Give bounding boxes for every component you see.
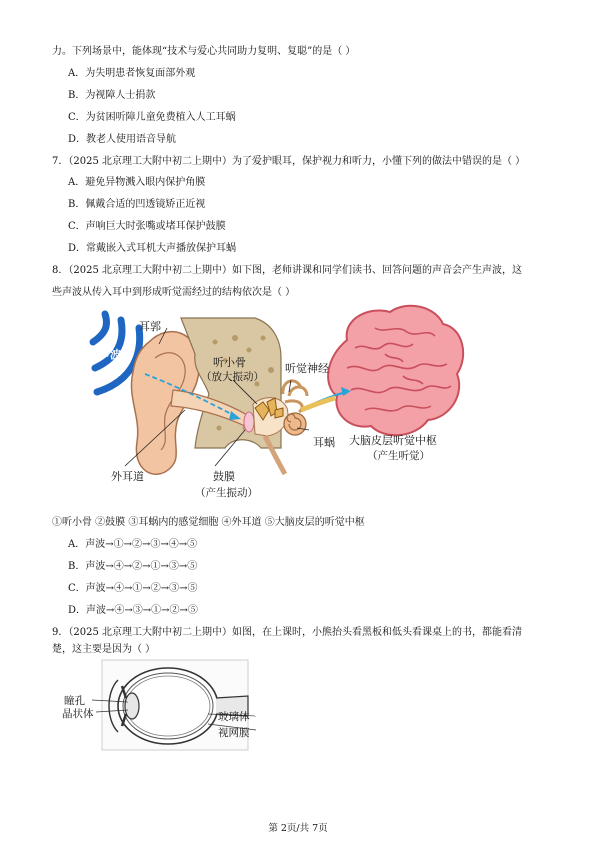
q6-option-d: D．教老人使用语音导航 bbox=[68, 134, 177, 145]
q6-option-c: C．为贫困听障儿童免费植入人工耳蜗 bbox=[68, 112, 236, 123]
lens-illustration bbox=[125, 693, 139, 719]
q9-stem-line1: 9．（2025 北京理工大附中初二上期中）如图，在上课时，小熊抬头看黑板和低头看课桌上的书，都能看清 bbox=[52, 627, 522, 638]
brain-illustration bbox=[328, 306, 463, 435]
label-eardrum-note: （产生振动） bbox=[195, 487, 258, 499]
label-vitreous: 玻璃体 bbox=[218, 711, 250, 723]
q7-stem: 7．（2025 北京理工大附中初二上期中）为了爱护眼耳，保护视力和听力，小懂下列的做法中错误的是（ ） bbox=[52, 156, 526, 167]
eardrum-illustration bbox=[244, 412, 254, 432]
label-ear-canal: 外耳道 bbox=[111, 470, 144, 483]
q8-items: ①听小骨 ②鼓膜 ③耳蜗内的感觉细胞 ④外耳道 ⑤大脑皮层的听觉中枢 bbox=[52, 517, 365, 528]
q8-stem-line1: 8．（2025 北京理工大附中初二上期中）如下图，老师讲课和同学们读书、回答问题的声音会产生声波，这 bbox=[52, 265, 522, 276]
page-footer: 第 2页/共 7页 bbox=[268, 823, 328, 834]
label-retina: 视网膜 bbox=[218, 727, 250, 739]
q8-stem-line2: 些声波从传入耳中到形成听觉需经过的结构依次是（ ） bbox=[52, 287, 296, 298]
label-cortex: 大脑皮层听觉中枢 bbox=[349, 434, 437, 447]
q8-option-c: C．声波→④→①→②→③→⑤ bbox=[68, 583, 198, 594]
q8-option-d: D．声波→④→③→①→②→⑤ bbox=[68, 605, 198, 616]
q7-option-d: D．常戴嵌入式耳机大声播放保护耳蜗 bbox=[68, 243, 237, 254]
label-cortex-note: （产生听觉） bbox=[367, 450, 430, 462]
eye-diagram bbox=[58, 658, 258, 754]
label-sound-wave: 声波 bbox=[99, 348, 121, 361]
label-ossicles-note: （放大振动） bbox=[201, 371, 264, 383]
ear-diagram bbox=[85, 298, 470, 508]
label-auditory-nerve: 听觉神经 bbox=[285, 362, 329, 375]
q7-option-b: B．佩戴合适的凹透镜矫正近视 bbox=[68, 199, 206, 210]
label-lens: 晶状体 bbox=[62, 708, 94, 720]
cochlea-illustration bbox=[284, 413, 306, 435]
q8-option-a: A．声波→①→②→③→④→⑤ bbox=[68, 539, 198, 550]
auditory-nerve-illustration bbox=[301, 398, 335, 410]
label-pupil: 瞳孔 bbox=[64, 695, 85, 707]
label-eardrum: 鼓膜 bbox=[213, 470, 235, 483]
q6-option-a: A．为失明患者恢复面部外观 bbox=[68, 68, 196, 79]
label-ossicles: 听小骨 bbox=[213, 356, 246, 369]
q7-option-c: C．声响巨大时张嘴或堵耳保护鼓膜 bbox=[68, 221, 226, 232]
q6-option-b: B．为视障人士捐款 bbox=[68, 90, 156, 101]
q8-option-b: B．声波→④→②→①→③→⑤ bbox=[68, 561, 198, 572]
q9-stem-line2: 楚，这主要是因为（ ） bbox=[52, 644, 156, 655]
label-cochlea: 耳蜗 bbox=[313, 436, 335, 449]
q7-option-a: A．避免异物溅入眼内保护角膜 bbox=[68, 177, 206, 188]
label-auricle: 耳郭 bbox=[139, 320, 161, 333]
q6-stem: 力。下列场景中，能体现“技术与爱心共同助力复明、复聪”的是（ ） bbox=[52, 46, 356, 57]
